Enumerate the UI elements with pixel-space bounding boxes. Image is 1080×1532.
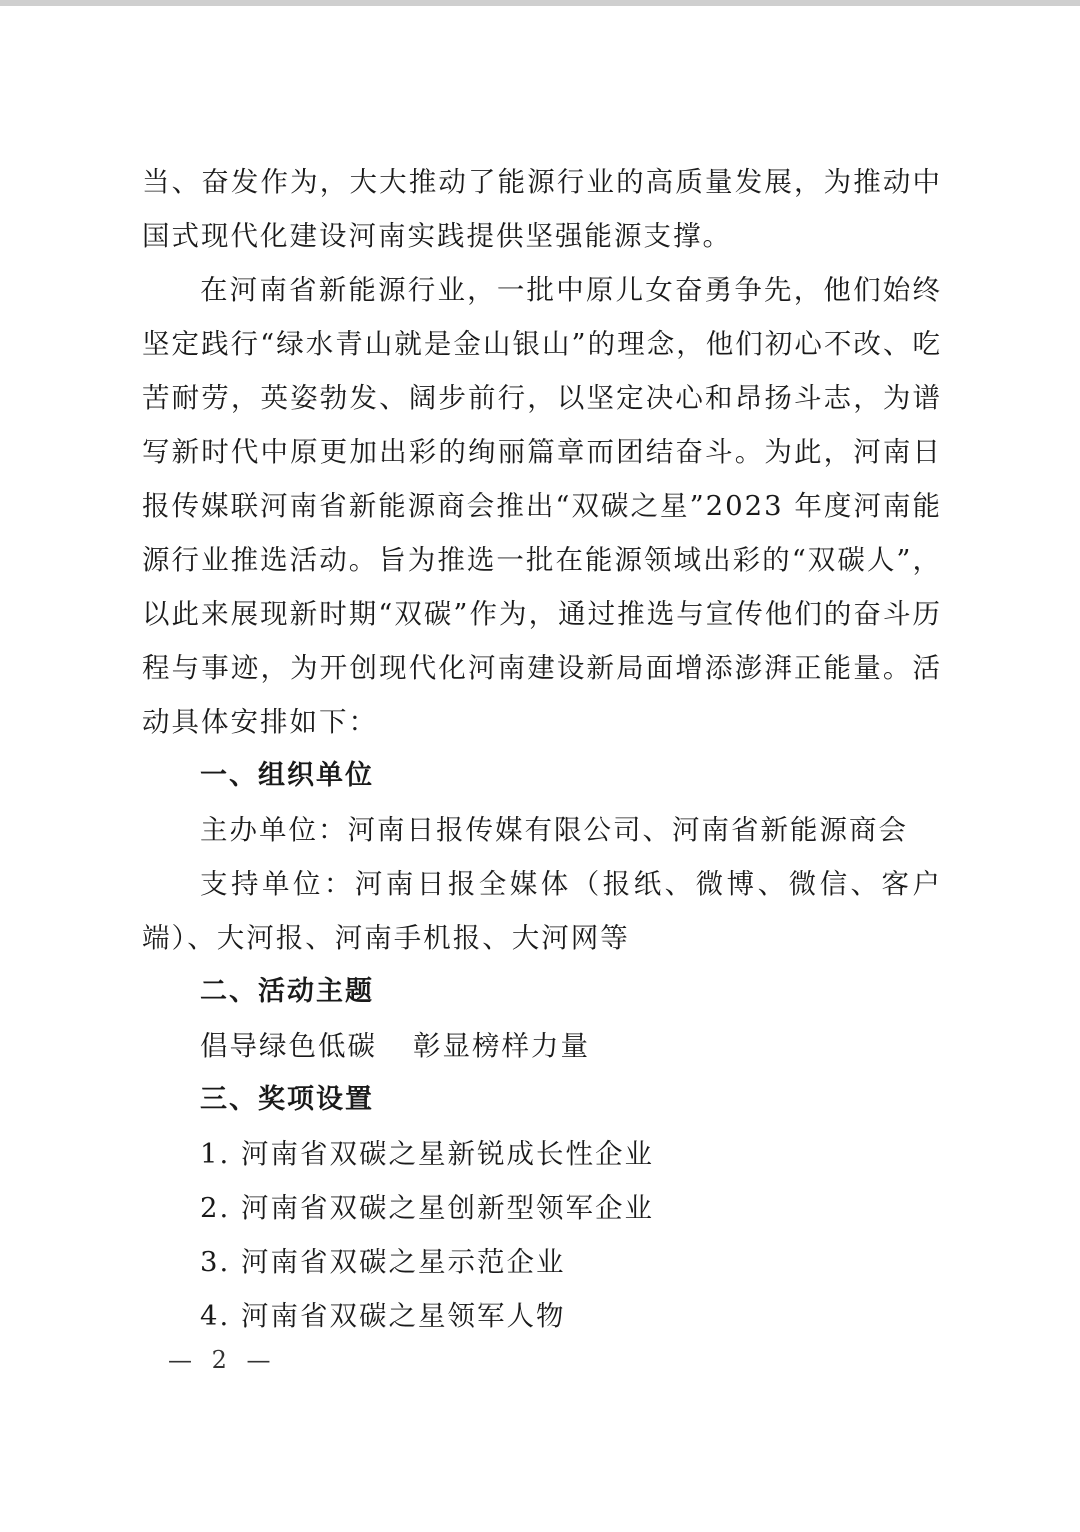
top-border [0,0,1080,6]
section-heading-organizers: 一、组织单位 [200,760,374,791]
page-number: — 2 — [168,1346,277,1374]
theme-part-2: 彰显榜样力量 [413,1030,590,1062]
award-item-3: 3. 河南省双碳之星示范企业 [200,1246,566,1278]
award-item-2: 2. 河南省双碳之星创新型领军企业 [200,1192,654,1224]
document-page [142,155,942,1343]
support-units: 支持单位：河南日报全媒体（报纸、微博、微信、客户端）、大河报、河南手机报、大河网等 [142,868,942,954]
paragraph-intro: 在河南省新能源行业，一批中原儿女奋勇争先，他们始终坚定践行“绿水青山就是金山银山”的理念，他们初心不改、吃苦耐劳，英姿勃发、阔步前行，以坚定决心和昂扬斗志，为谱写新时代中原更加出彩的绚丽篇章而团结奋斗。为此，河南日报传媒联河南省新能源商会推出“双碳之星”2023 年度河南能源行业推选活动。旨为推选一批在能源领域出彩的“双碳人”，以此来展现新时期“双碳”作为，通过推选与宣传他们的奋斗历程与事迹，为开创现代化河南建设新局面增添澎湃正能量。活动具体安排如下： [142,274,942,738]
theme-part-1: 倡导绿色低碳 [200,1030,377,1062]
host-units: 主办单位：河南日报传媒有限公司、河南省新能源商会 [200,814,908,846]
award-item-1: 1. 河南省双碳之星新锐成长性企业 [200,1138,654,1170]
section-heading-awards: 三、奖项设置 [200,1084,374,1115]
activity-theme [142,1019,942,1073]
award-item-4: 4. 河南省双碳之星领军人物 [200,1300,566,1332]
paragraph-continuation: 当、奋发作为，大大推动了能源行业的高质量发展，为推动中国式现代化建设河南实践提供坚强能源支撑。 [142,166,942,252]
section-heading-theme: 二、活动主题 [200,976,374,1007]
